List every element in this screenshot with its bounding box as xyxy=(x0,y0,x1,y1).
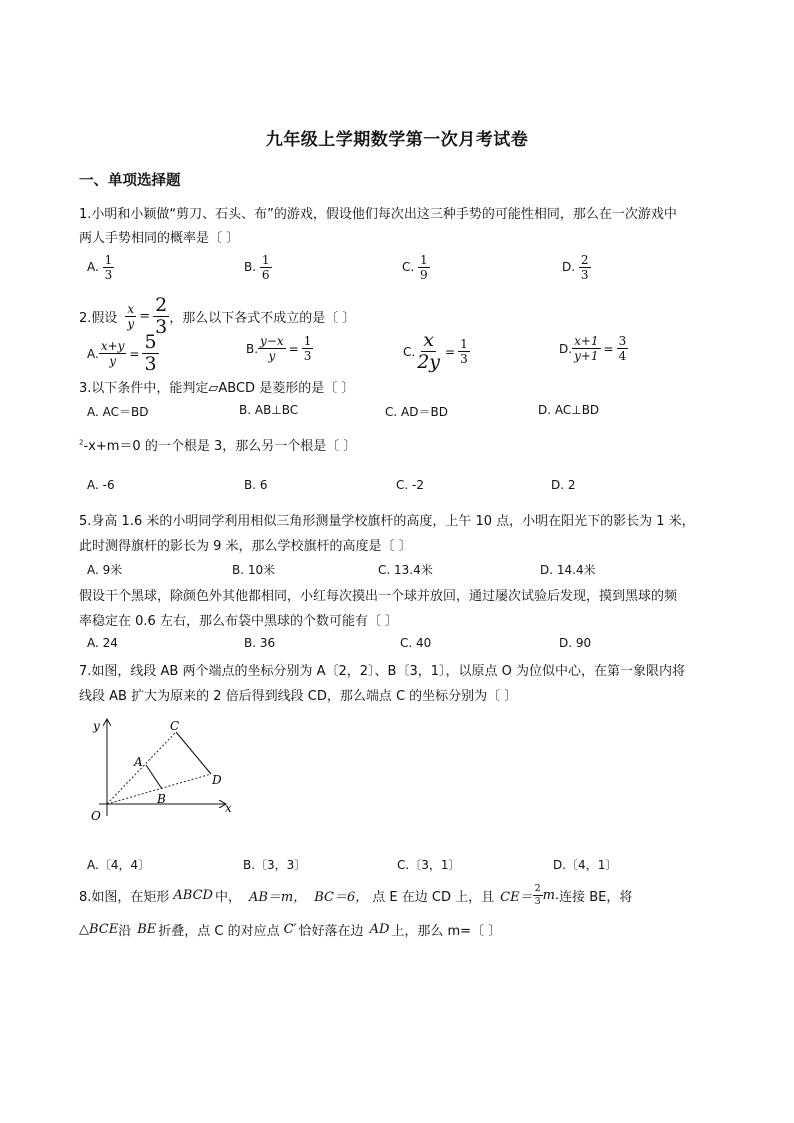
q5-option-d: D. 14.4米 xyxy=(540,563,596,577)
q1-option-c: C. $\frac{1}{9}$ xyxy=(402,253,428,282)
q2-option-b: B. $\frac{y-x}{y}$ = $\frac{1}{3}$ xyxy=(246,334,312,363)
q7-option-d: D.〔4，1〕 xyxy=(553,858,618,872)
point-a-label: A xyxy=(134,755,143,769)
q2-stem: 2.假设 $\frac{x}{y}$ = $\frac{2}{3}$ ，那么以下各式不成立的是〔 〕 xyxy=(79,294,356,338)
point-b-label: B xyxy=(157,792,166,806)
q3-option-b: B. AB⊥BC xyxy=(239,403,299,417)
q4-option-a: A. -6 xyxy=(87,478,115,492)
q4-option-b: B. 6 xyxy=(244,478,268,492)
q6-stem-line1: 假设干个黑球，除颜色外其他都相同，小红每次摸出一个球并放回，通过屡次试验后发现，摸到黑球的频 xyxy=(79,589,678,604)
q5-stem-line1: 5.身高 1.6 米的小明同学利用相似三角形测量学校旗杆的高度，上午 10 点，小明在阳光下的影长为 1 米， xyxy=(79,514,695,529)
q1-stem-line1: 1.小明和小颖做“剪刀、石头、布”的游戏，假设他们每次出这三种手势的可能性相同，那么在一次游戏中 xyxy=(79,207,677,222)
q2-option-c: C. $\frac{x}{2y}$ = $\frac{1}{3}$ xyxy=(403,329,468,373)
q6-option-d: D. 90 xyxy=(559,636,592,650)
q6-option-a: A. 24 xyxy=(87,636,118,650)
q4-option-d: D. 2 xyxy=(551,478,576,492)
q7-option-b: B.〔3，3〕 xyxy=(243,858,307,872)
q5-option-c: C. 13.4米 xyxy=(378,563,433,577)
page-title: 九年级上学期数学第一次月考试卷 xyxy=(265,130,529,150)
segment-ab xyxy=(146,765,162,789)
q2-option-d: D. $\frac{x+1}{y+1}$ = $\frac{3}{4}$ xyxy=(559,334,627,363)
q7-option-a: A.〔4，4〕 xyxy=(87,858,151,872)
q7-coordinate-figure xyxy=(85,712,245,830)
q2-option-a: A. $\frac{x+y}{y}$ = $\frac{5}{3}$ xyxy=(87,331,157,375)
section-heading: 一、单项选择题 xyxy=(79,173,181,189)
q5-option-b: B. 10米 xyxy=(232,563,276,577)
q1-option-a: A. $\frac{1}{3}$ xyxy=(87,253,113,282)
point-d-label: D xyxy=(212,773,222,787)
q4-option-c: C. -2 xyxy=(396,478,424,492)
q6-option-c: C. 40 xyxy=(400,636,432,650)
q5-stem-line2: 此时测得旗杆的影长为 9 米，那么学校旗杆的高度是〔 〕 xyxy=(79,539,412,554)
q3-option-d: D. AC⊥BD xyxy=(538,403,600,417)
q1-option-b: B. $\frac{1}{6}$ xyxy=(244,253,270,282)
q7-option-c: C.〔3，1〕 xyxy=(397,858,461,872)
q5-option-a: A. 9米 xyxy=(87,563,123,577)
y-axis-label: y xyxy=(93,719,100,733)
q3-option-c: C. AD＝BD xyxy=(385,405,448,419)
q7-stem-line1: 7.如图，线段 AB 两个端点的坐标分别为 A〔2，2〕、B〔3，1〕，以原点 O 为位似中心，在第一象限内将 xyxy=(79,664,686,679)
origin-label: O xyxy=(91,809,101,823)
x-axis-label: x xyxy=(225,801,232,815)
q6-stem-line2: 率稳定在 0.6 左右，那么布袋中黑球的个数可能有〔 〕 xyxy=(79,614,399,629)
q1-stem-line2: 两人手势相同的概率是〔 〕 xyxy=(79,231,240,246)
point-c-label: C xyxy=(170,719,180,733)
q1-option-d: D. $\frac{2}{3}$ xyxy=(562,253,589,282)
q7-stem-line2: 线段 AB 扩大为原来的 2 倍后得到线段 CD，那么端点 C 的坐标分别为〔 〕 xyxy=(79,689,518,704)
q6-option-b: B. 36 xyxy=(244,636,276,650)
segment-cd xyxy=(176,732,211,774)
q8-stem-line2: △BCE 沿 BE 折叠，点 C 的对应点 C′ 恰好落在边 AD 上，那么 m=〔 〕 xyxy=(79,922,502,939)
q8-stem-line1: 8.如图，在矩形 ABCD 中， AB＝m， BC＝6， 点 E 在边 CD 上，且 CE＝ $\frac{2}{3}$ m. 连接 BE，将 xyxy=(79,883,633,907)
q3-option-a: A. AC＝BD xyxy=(87,405,149,419)
q4-stem: $^2$-x+m＝0 的一个根是 3，那么另一个根是〔 〕 xyxy=(79,438,357,454)
q3-stem: 3.以下条件中，能判定▱ABCD 是菱形的是〔 〕 xyxy=(79,381,355,396)
